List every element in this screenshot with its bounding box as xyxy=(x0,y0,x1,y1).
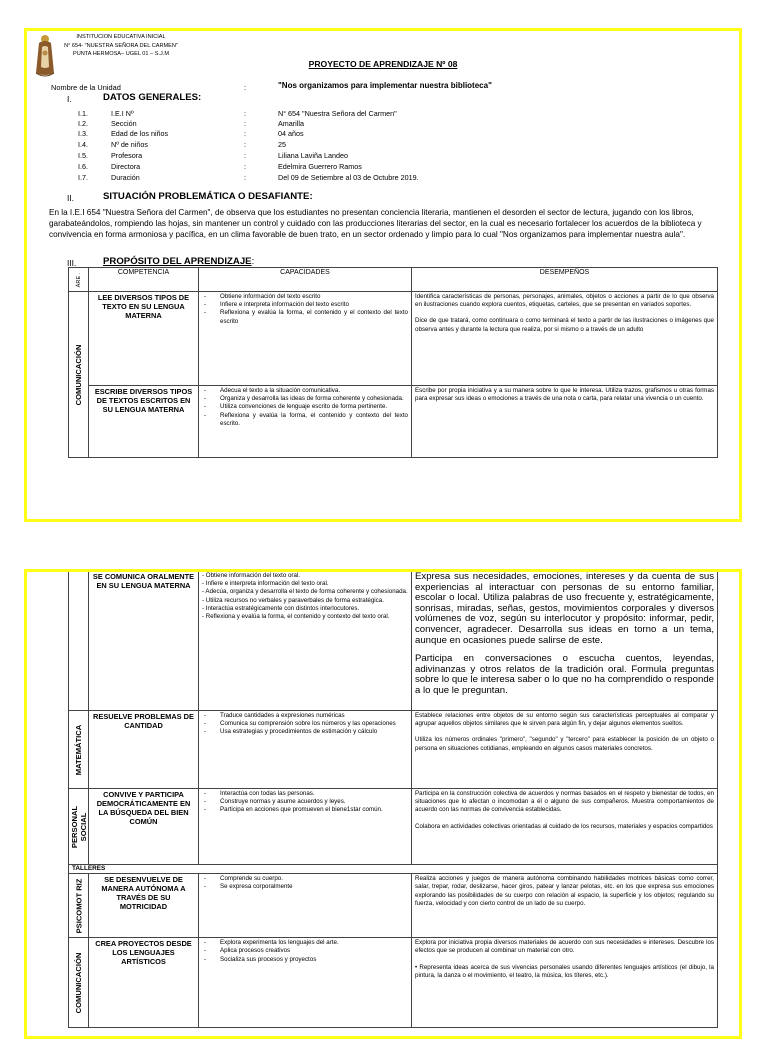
section2-roman: II. xyxy=(67,193,74,203)
desempeno-paragraph: Realiza acciones y juegos de manera autónoma combinando habilidades motrices básicas como correr, salar, trepar, rodar, deslizarse, hacer giros, patear y lanzar pelotas, etc. en los que expresa sus emociones explorando las posibilidades de su cuerpo con relación al espacio, la superficie y los objetos; regulando su fuerza, velocidad y con cierto control de un lado de su cuerpo. xyxy=(415,875,714,907)
row-colon: : xyxy=(244,162,246,171)
capacidades-list xyxy=(202,939,408,964)
desempeno-paragraph: Participa en conversaciones o escucha cuentos, leyendas, adivinanzas y otros relatos de la tradición oral. Formula preguntas sobre lo que le interesa saber o lo que no ha comprendido o responde a lo que le preguntan. xyxy=(415,653,714,696)
desempenos-cell xyxy=(412,292,718,386)
row-value: Amarilla xyxy=(278,119,304,128)
capacidades-cell xyxy=(199,571,412,711)
row-label: Nº de niños xyxy=(111,140,148,149)
header-capacidades: CAPACIDADES xyxy=(199,268,412,292)
area-cell-empty xyxy=(69,571,89,711)
row-value: 04 años xyxy=(278,129,304,138)
desempeno-paragraph: Participa en la construcción colectiva de acuerdos y normas basados en el respeto y bienestar de todos, en situaciones que lo afectan o incomodan a él o alguno de sus compañeros. Muestra comportamientos de acuerdo con las normas de convivencia establecidas. xyxy=(415,790,714,814)
capacidades-cell xyxy=(199,938,412,1028)
row-value: Del 09 de Setiembre al 03 de Octubre 2019. xyxy=(278,173,419,182)
talleres-row xyxy=(69,865,718,874)
section1-title: DATOS GENERALES: xyxy=(103,92,202,103)
desempeno-paragraph: Establece relaciones entre objetos de su entorno según sus características perceptuales al comparar y agrupar aquellos objetos similares que le sirven para algún fin, y dejar algunos elementos sueltos. xyxy=(415,712,714,728)
section3-title-text: PROPÓSITO DEL APRENDIZAJE xyxy=(103,256,252,267)
row-colon: : xyxy=(244,151,246,160)
learning-purpose-table-2 xyxy=(68,570,718,1028)
capacidades-cell xyxy=(199,789,412,865)
capacidades-cell xyxy=(199,711,412,789)
capacidades-list xyxy=(202,790,408,815)
row-number: I.2. xyxy=(78,119,88,128)
table-row xyxy=(69,874,718,938)
list-item: - Aplica procesos creativos xyxy=(202,947,408,955)
school-line-3: PUNTA HERMOSA– UGEL 01 – S.J.M xyxy=(72,51,170,58)
desempenos-cell xyxy=(412,386,718,458)
row-value: Edelmira Guerrero Ramos xyxy=(278,162,362,171)
list-item: - Explora experimenta los lenguajes del arte. xyxy=(202,939,408,947)
list-item: - Adecúa, organiza y desarrolla el texto de forma coherente y cohesionada. xyxy=(202,588,408,596)
row-number: I.4. xyxy=(78,140,88,149)
list-item: - Obtiene información del texto escrito xyxy=(202,293,408,301)
row-colon: : xyxy=(244,119,246,128)
row-value: N° 654 "Nuestra Señora del Carmen" xyxy=(278,109,397,118)
school-line-1: INSTITUCION EDUCATIVA INICIAL xyxy=(76,34,166,40)
row-label: Duración xyxy=(111,173,140,182)
list-item: - Infiere e interpreta información del texto oral. xyxy=(202,580,329,588)
area-comunicacion-cell xyxy=(69,938,89,1028)
capacidades-list xyxy=(202,387,408,428)
document-page-1 xyxy=(24,28,742,522)
list-item: - Se expresa corporalmente xyxy=(202,883,408,891)
competencia-cell: LEE DIVERSOS TIPOS DE TEXTO EN SU LENGUA MATERNA xyxy=(89,292,199,386)
area-label: COMUNICACIÓN xyxy=(73,344,83,405)
list-item: - Utiliza convenciones de lenguaje escrito de forma pertinente. xyxy=(202,403,408,411)
list-item: - Interactúa estratégicamente con distintos interlocutores. xyxy=(202,604,360,612)
list-item: - Socializa sus procesos y proyectos xyxy=(202,956,408,964)
area-comunicacion-cell xyxy=(69,292,89,458)
table-row xyxy=(69,711,718,789)
competencia-cell: RESUELVE PROBLEMAS DE CANTIDAD xyxy=(89,711,199,789)
row-number: I.7. xyxy=(78,173,88,182)
capacidades-cell xyxy=(199,386,412,458)
unit-label: Nombre de la Unidad xyxy=(51,83,121,92)
desempeno-paragraph: Dice de que tratará, como continuara o como terminará el texto a partir de las ilustraciones o imágenes que observa antes y durante la lectura que realiza, por si mismo o a través de un adulto xyxy=(415,317,714,333)
area-psicomotriz-cell xyxy=(69,874,89,938)
competencia-cell: SE COMUNICA ORALMENTE EN SU LENGUA MATERNA xyxy=(89,571,199,711)
row-colon: : xyxy=(244,140,246,149)
row-label: Sección xyxy=(111,119,137,128)
desempeno-paragraph: Colabora en actividades colectivas orientadas al cuidado de los recursos, materiales y espacios compartidos xyxy=(415,822,713,830)
section2-title: SITUACIÓN PROBLEMÁTICA O DESAFIANTE: xyxy=(103,191,313,202)
competencia-cell: ESCRIBE DIVERSOS TIPOS DE TEXTOS ESCRITOS EN SU LENGUA MATERNA xyxy=(89,386,199,458)
list-item: - Reflexiona y evalúa la forma, el contenido y contexto del texto escrito. xyxy=(202,412,408,428)
desempeno-paragraph: Explora por iniciativa propia diversos materiales de acuerdo con sus necesidades e intereses. Descubre los efectos que se producen al combinar un material con otro. xyxy=(415,939,714,955)
area-matematica-cell xyxy=(69,711,89,789)
table-row xyxy=(69,292,718,386)
row-colon: : xyxy=(244,129,246,138)
header-desempenos: DESEMPEÑOS xyxy=(412,268,718,292)
row-number: I.5. xyxy=(78,151,88,160)
competencia-cell: SE DESENVUELVE DE MANERA AUTÓNOMA A TRAVÉS DE SU MOTRICIDAD xyxy=(89,874,199,938)
desempeno-paragraph: Escribe por propia iniciativa y a su manera sobre lo que le interesa. Utiliza trazos, grafismos u otras formas para expresar sus ideas o emociones a través de una nota o carta, para relatar una vivencia o un cuento. xyxy=(415,387,714,403)
list-item: - Usa estrategias y procedimientos de estimación y cálculo xyxy=(202,728,408,736)
capacidades-list xyxy=(202,712,408,737)
desempenos-cell xyxy=(412,571,718,711)
section3-roman: III. xyxy=(67,258,77,268)
list-item: - Reflexiona y evalúa la forma, el contenido y contexto del texto oral. xyxy=(202,613,390,621)
row-label: Directora xyxy=(111,162,141,171)
list-item: - Infiere e interpreta información del texto escrito xyxy=(202,301,408,309)
desempenos-cell xyxy=(412,874,718,938)
desempenos-cell xyxy=(412,711,718,789)
area-personal-social-cell xyxy=(69,789,89,865)
area-label: COMUNICACIÓN xyxy=(73,952,83,1014)
header-area-text: ÁRE . xyxy=(75,272,82,287)
table-row xyxy=(69,938,718,1028)
desempeno-paragraph: Utiliza los números ordinales "primero", "segundo" y "tercero" para establecer la posición de un objeto o persona en situaciones cotidianas, empleando en algunos casos materiales concretos. xyxy=(415,736,714,752)
area-label: PERSONAL SOCIAL xyxy=(69,805,88,848)
problem-situation-text: En la I.E.I 654 "Nuestra Señora del Carmen", de observa que los estudiantes no presentan conciencia literaria, mantienen el desorden el sector de lectura, jugando con los libros, garabateándolos, rompiendo las hojas, sin mantener un control y cuidado con las producciones literarias del sector, en la cual es necesario fortalecer los acuerdos de la biblioteca y convivencia en forma armoniosa y pacífica, en un clima favorable de buen trato, en un sector ordenado y limpio para lo cual "Nos organizamos para implementar nuestra aula". xyxy=(49,208,702,239)
table-row xyxy=(69,386,718,458)
row-label: I.E.I Nº xyxy=(111,109,134,118)
list-item: - Traduce cantidades a expresiones numéricas xyxy=(202,712,408,720)
capacidades-list xyxy=(202,572,408,621)
list-item: - Organiza y desarrolla las ideas de forma coherente y cohesionada. xyxy=(202,395,408,403)
learning-purpose-table-1 xyxy=(68,267,718,458)
capacidades-list xyxy=(202,293,408,326)
list-item: - Interactúa con todas las personas. xyxy=(202,790,408,798)
desempeno-paragraph: • Representa ideas acerca de sus vivencias personales usando diferentes lenguajes artísticos (el dibujo, la pintura, la danza o el movimiento, el teatro, la música, los títeres, etc.). xyxy=(415,963,714,979)
row-number: I.1. xyxy=(78,109,88,118)
list-item: - Participa en acciones que promueven el biene1star común. xyxy=(202,806,408,814)
area-label: MATEMÁTICA xyxy=(73,724,83,775)
section1-roman: I. xyxy=(67,94,72,104)
area-label: PSICOMOT RIZ xyxy=(74,878,83,934)
header-area xyxy=(69,268,89,292)
list-item: - Obtiene información del texto oral. xyxy=(202,572,301,579)
header-competencia: COMPETENCIA xyxy=(89,268,199,292)
row-label: Edad de los niños xyxy=(111,129,169,138)
document-page-2 xyxy=(24,569,742,1039)
competencia-cell: CREA PROYECTOS DESDE LOS LENGUAJES ARTÍSTICOS xyxy=(89,938,199,1028)
competencia-cell: CONVIVE Y PARTICIPA DEMOCRÁTICAMENTE EN LA BÚSQUEDA DEL BIEN COMÚN xyxy=(89,789,199,865)
project-title: PROYECTO DE APRENDIZAJE Nº 08 xyxy=(308,59,458,69)
table-header-row xyxy=(69,268,718,292)
section3-title xyxy=(103,256,254,267)
row-colon: : xyxy=(244,109,246,118)
unit-value: "Nos organizamos para implementar nuestra biblioteca" xyxy=(278,81,492,90)
talleres-label: TALLERES xyxy=(69,865,718,874)
desempeno-paragraph: Expresa sus necesidades, emociones, intereses y da cuenta de sus experiencias al interactuar con personas de su entorno familiar, escolar o local. Utiliza palabras de uso frecuente y, estratégicamente, sonrisas, miradas, señas, gestos, movimientos corporales y diversos volúmenes de voz, según su interlocutor y propósito: informar, pedir, convencer, agradecer. Desarrolla sus ideas en torno a un tema, aunque en ocasiones puede salirse de este. xyxy=(415,571,714,646)
unit-colon: : xyxy=(244,83,247,92)
row-label: Profesora xyxy=(111,151,143,160)
list-item: - Construye normas y asume acuerdos y leyes. xyxy=(202,798,408,806)
list-item: - Adecua el texto a la situación comunicativa. xyxy=(202,387,408,395)
row-number: I.6. xyxy=(78,162,88,171)
section3-title-colon: : xyxy=(251,256,255,267)
desempeno-paragraph: Identifica características de personas, personajes, animales, objetos o acciones a partir de lo que observa en ilustraciones cuando explora cuentos, etiquetas, carteles, que se presentan en variados soportes. xyxy=(415,293,714,309)
list-item: - Reflexiona y evalúa la forma, el contenido y el contexto del texto escrito xyxy=(202,309,408,325)
capacidades-cell xyxy=(199,874,412,938)
school-line-2: N° 654- "NUESTRA SEÑORA DEL CARMEN" xyxy=(64,42,178,49)
row-value: Liliana Laviña Landeo xyxy=(278,151,348,160)
row-colon: : xyxy=(244,173,246,182)
table-row xyxy=(69,789,718,865)
capacidades-list xyxy=(202,875,408,891)
table-row xyxy=(69,571,718,711)
school-name xyxy=(51,33,191,59)
list-item: - Comunica su comprensión sobre los números y las operaciones xyxy=(202,720,408,728)
row-number: I.3. xyxy=(78,129,88,138)
list-item: - Utiliza recursos no verbales y paraverbales de forma estratégica. xyxy=(202,596,384,604)
capacidades-cell xyxy=(199,292,412,386)
list-item: - Comprende su cuerpo. xyxy=(202,875,408,883)
desempenos-cell xyxy=(412,938,718,1028)
row-value: 25 xyxy=(278,140,286,149)
desempenos-cell xyxy=(412,789,718,865)
